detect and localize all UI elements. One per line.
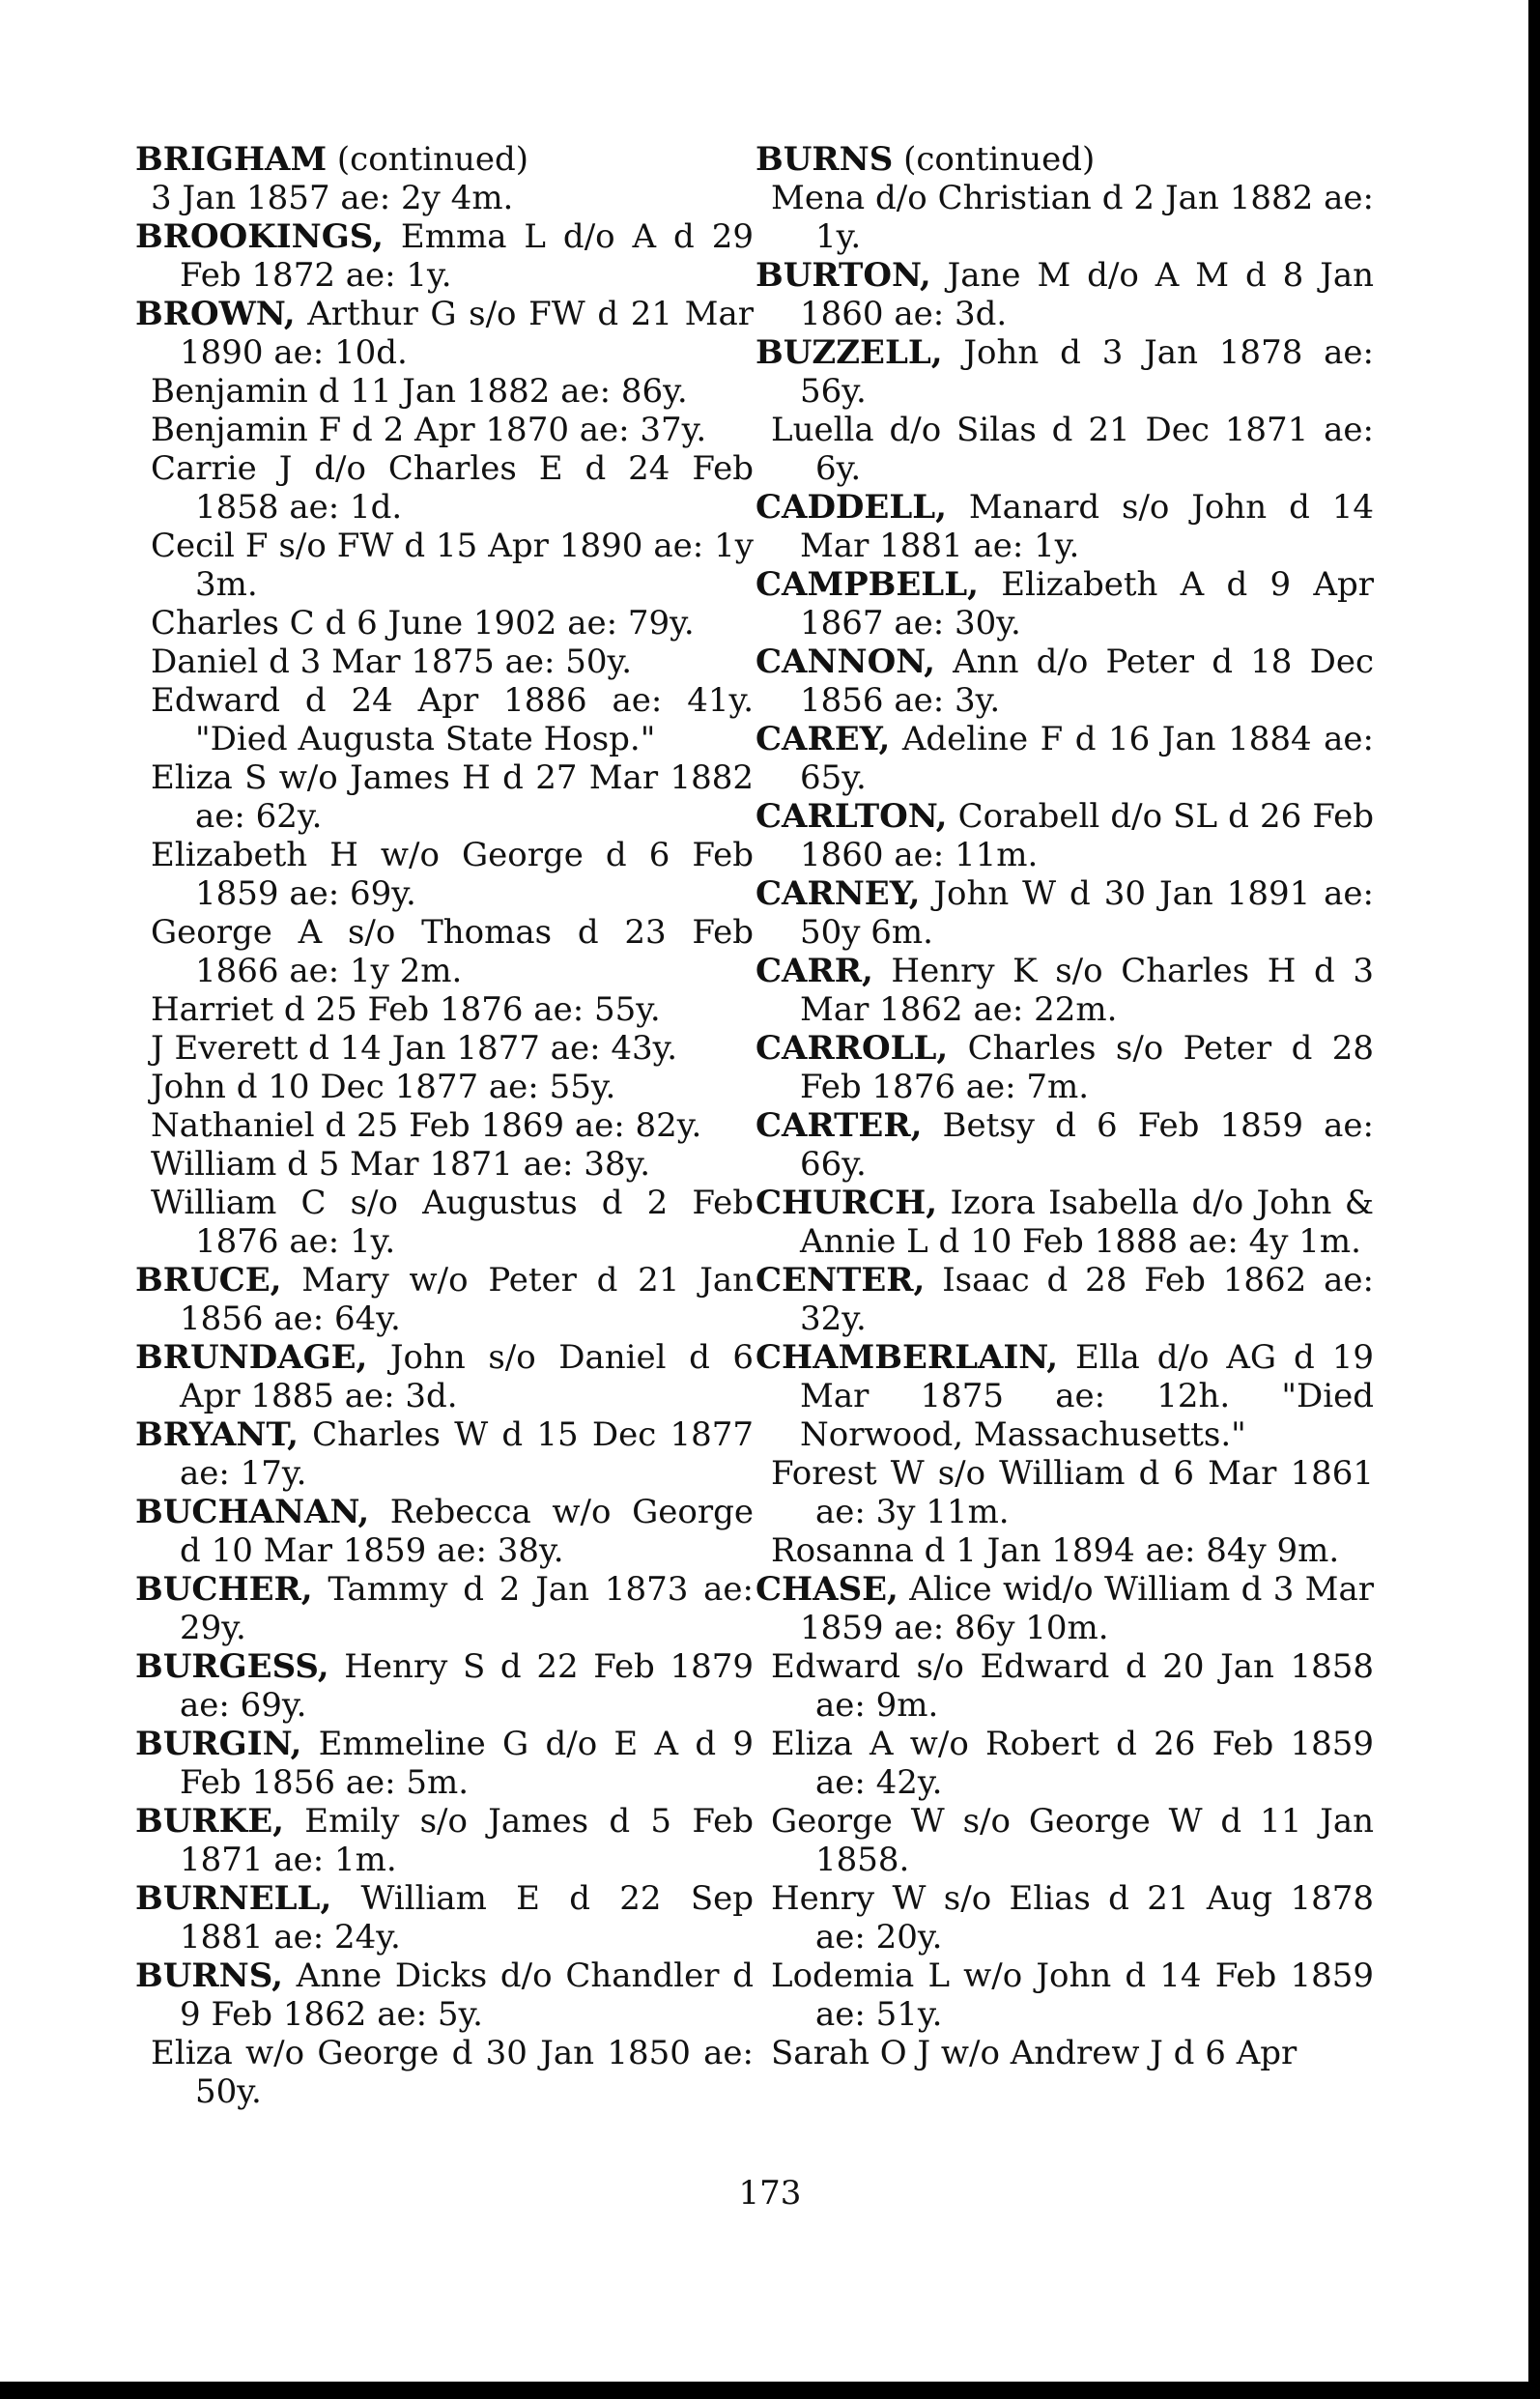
entry-text: Cecil F s/o FW d 15 Apr 1890 ae: 1y 3m. bbox=[151, 527, 754, 604]
sub-entry bbox=[771, 1647, 1374, 1725]
surname-entry bbox=[135, 1570, 754, 1647]
surname-entry bbox=[135, 1493, 754, 1570]
entry-text: Anne Dicks d/o Chandler d 9 Feb 1862 ae: 5y. bbox=[180, 1956, 754, 2034]
continued-heading bbox=[135, 140, 754, 179]
sub-entry bbox=[771, 1454, 1374, 1531]
entry-text: Carrie J d/o Charles E d 24 Feb 1858 ae: 1d. bbox=[151, 449, 754, 527]
entry-text: Elizabeth A d 9 Apr 1867 ae: 30y. bbox=[800, 565, 1374, 643]
surname-entry bbox=[756, 1570, 1374, 1647]
entry-text: Henry K s/o Charles H d 3 Mar 1862 ae: 22m. bbox=[800, 952, 1374, 1029]
surname: BRYANT, bbox=[135, 1415, 299, 1454]
sub-entry bbox=[771, 1879, 1374, 1956]
surname-entry bbox=[135, 1802, 754, 1879]
surname: CANNON, bbox=[756, 643, 935, 681]
surname-entry bbox=[756, 874, 1374, 952]
surname-entry bbox=[756, 643, 1374, 720]
surname-entry bbox=[135, 1261, 754, 1338]
entry-text: Nathaniel d 25 Feb 1869 ae: 82y. bbox=[151, 1106, 702, 1145]
surname-entry bbox=[135, 1956, 754, 2034]
entry-text: Benjamin d 11 Jan 1882 ae: 86y. bbox=[151, 372, 688, 411]
surname-entry bbox=[135, 217, 754, 295]
entry-text: Sarah O J w/o Andrew J d 6 Apr bbox=[771, 2034, 1298, 2072]
sub-entry bbox=[151, 179, 754, 217]
entry-text: Alice wid/o William d 3 Mar 1859 ae: 86y 10m. bbox=[800, 1570, 1374, 1647]
entry-text: Henry S d 22 Feb 1879 ae: 69y. bbox=[180, 1647, 754, 1725]
surname-entry bbox=[135, 1879, 754, 1956]
entry-text: Ella d/o AG d 19 Mar 1875 ae: 12h. "Died Norwood, Massachusetts." bbox=[800, 1338, 1374, 1454]
sub-entry bbox=[771, 1802, 1374, 1879]
entry-text: John d 3 Jan 1878 ae: 56y. bbox=[800, 333, 1374, 411]
surname: BURGESS, bbox=[135, 1647, 329, 1686]
page-number: 173 bbox=[738, 2174, 802, 2213]
surname: BROOKINGS, bbox=[135, 217, 384, 256]
sub-entry bbox=[151, 2034, 754, 2111]
entry-text: John s/o Daniel d 6 Apr 1885 ae: 3d. bbox=[180, 1338, 754, 1415]
sub-entry bbox=[151, 836, 754, 913]
entry-text: Jane M d/o A M d 8 Jan 1860 ae: 3d. bbox=[800, 256, 1374, 333]
entry-text: Elizabeth H w/o George d 6 Feb 1859 ae: 69y. bbox=[151, 836, 754, 913]
surname-entry bbox=[756, 1261, 1374, 1338]
sub-entry bbox=[151, 449, 754, 527]
entry-text: Manard s/o John d 14 Mar 1881 ae: 1y. bbox=[800, 488, 1374, 565]
entry-text: Eliza S w/o James H d 27 Mar 1882 ae: 62y. bbox=[151, 758, 754, 836]
surname-entry bbox=[135, 295, 754, 372]
entry-text: Edward d 24 Apr 1886 ae: 41y. "Died Augusta State Hosp." bbox=[151, 681, 754, 758]
continued-heading bbox=[756, 140, 1374, 179]
entry-text: Edward s/o Edward d 20 Jan 1858 ae: 9m. bbox=[771, 1647, 1374, 1725]
surname: BROWN, bbox=[135, 295, 296, 333]
right-column bbox=[756, 140, 1374, 2072]
surname-entry bbox=[756, 1338, 1374, 1454]
entry-text: Charles W d 15 Dec 1877 ae: 17y. bbox=[180, 1415, 754, 1493]
entry-text: George A s/o Thomas d 23 Feb 1866 ae: 1y 2m. bbox=[151, 913, 754, 990]
entry-text: William C s/o Augustus d 2 Feb 1876 ae: 1y. bbox=[151, 1184, 754, 1261]
entry-text: Emma L d/o A d 29 Feb 1872 ae: 1y. bbox=[180, 217, 754, 295]
entry-text: J Everett d 14 Jan 1877 ae: 43y. bbox=[151, 1029, 678, 1068]
sub-entry bbox=[771, 179, 1374, 256]
sub-entry bbox=[151, 527, 754, 604]
surname: CAREY, bbox=[756, 720, 891, 758]
entry-text: (continued) bbox=[327, 140, 529, 179]
entry-text: Betsy d 6 Feb 1859 ae: 66y. bbox=[800, 1106, 1374, 1184]
entry-text: Benjamin F d 2 Apr 1870 ae: 37y. bbox=[151, 411, 707, 449]
sub-entry bbox=[151, 1068, 754, 1106]
entry-text: Rebecca w/o George d 10 Mar 1859 ae: 38y. bbox=[180, 1493, 754, 1570]
sub-entry bbox=[771, 1531, 1374, 1570]
surname: BUCHANAN, bbox=[135, 1493, 370, 1531]
surname: BRUNDAGE, bbox=[135, 1338, 368, 1377]
sub-entry bbox=[771, 1725, 1374, 1802]
sub-entry bbox=[151, 990, 754, 1029]
surname-entry bbox=[756, 488, 1374, 565]
sub-entry bbox=[151, 411, 754, 449]
entry-text: Isaac d 28 Feb 1862 ae: 32y. bbox=[800, 1261, 1374, 1338]
entry-text: William d 5 Mar 1871 ae: 38y. bbox=[151, 1145, 651, 1184]
sub-entry bbox=[151, 1145, 754, 1184]
surname: BURNS, bbox=[135, 1956, 283, 1995]
surname: BUZZELL, bbox=[756, 333, 943, 372]
surname-entry bbox=[756, 565, 1374, 643]
sub-entry bbox=[771, 411, 1374, 488]
entry-text: Rosanna d 1 Jan 1894 ae: 84y 9m. bbox=[771, 1531, 1340, 1570]
entry-text: John W d 30 Jan 1891 ae: 50y 6m. bbox=[800, 874, 1374, 952]
entry-text: 3 Jan 1857 ae: 2y 4m. bbox=[151, 179, 514, 217]
surname: CHAMBERLAIN, bbox=[756, 1338, 1059, 1377]
surname-entry bbox=[756, 1029, 1374, 1106]
surname: CARLTON, bbox=[756, 797, 948, 836]
sub-entry bbox=[151, 643, 754, 681]
entry-text: Harriet d 25 Feb 1876 ae: 55y. bbox=[151, 990, 661, 1029]
entry-text: Charles C d 6 June 1902 ae: 79y. bbox=[151, 604, 695, 643]
sub-entry bbox=[151, 1029, 754, 1068]
scan-edge-right bbox=[1528, 0, 1540, 2399]
surname: CADDELL, bbox=[756, 488, 947, 527]
sub-entry bbox=[151, 913, 754, 990]
entry-text: Henry W s/o Elias d 21 Aug 1878 ae: 20y. bbox=[771, 1879, 1374, 1956]
surname-entry bbox=[135, 1647, 754, 1725]
surname: BURNS bbox=[756, 140, 894, 179]
sub-entry bbox=[151, 681, 754, 758]
surname: BURKE, bbox=[135, 1802, 284, 1841]
entry-text: John d 10 Dec 1877 ae: 55y. bbox=[151, 1068, 616, 1106]
entry-text: Adeline F d 16 Jan 1884 ae: 65y. bbox=[800, 720, 1374, 797]
sub-entry bbox=[151, 1184, 754, 1261]
surname-entry bbox=[756, 720, 1374, 797]
surname: BURGIN, bbox=[135, 1725, 302, 1763]
entry-text: George W s/o George W d 11 Jan 1858. bbox=[771, 1802, 1374, 1879]
surname: CARROLL, bbox=[756, 1029, 949, 1068]
sub-entry bbox=[151, 372, 754, 411]
surname: CHURCH, bbox=[756, 1184, 938, 1222]
entry-text: William E d 22 Sep 1881 ae: 24y. bbox=[180, 1879, 754, 1956]
surname: BRUCE, bbox=[135, 1261, 282, 1299]
surname: CARTER, bbox=[756, 1106, 923, 1145]
entry-text: Mena d/o Christian d 2 Jan 1882 ae: 1y. bbox=[771, 179, 1374, 256]
surname-entry bbox=[135, 1415, 754, 1493]
surname: BURTON, bbox=[756, 256, 931, 295]
sub-entry bbox=[151, 1106, 754, 1145]
entry-text: Arthur G s/o FW d 21 Mar 1890 ae: 10d. bbox=[180, 295, 754, 372]
surname: CHASE, bbox=[756, 1570, 898, 1609]
entry-text: Eliza w/o George d 30 Jan 1850 ae: 50y. bbox=[151, 2034, 754, 2111]
entry-text: Ann d/o Peter d 18 Dec 1856 ae: 3y. bbox=[800, 643, 1374, 720]
entry-text: (continued) bbox=[893, 140, 1096, 179]
scan-edge-bottom bbox=[0, 2382, 1540, 2399]
surname-entry bbox=[756, 256, 1374, 333]
surname: CAMPBELL, bbox=[756, 565, 979, 604]
surname-entry bbox=[756, 1184, 1374, 1261]
sub-entry bbox=[771, 1956, 1374, 2034]
entry-text: Charles s/o Peter d 28 Feb 1876 ae: 7m. bbox=[800, 1029, 1374, 1106]
surname: BUCHER, bbox=[135, 1570, 313, 1609]
surname-entry bbox=[756, 333, 1374, 411]
surname-entry bbox=[756, 1106, 1374, 1184]
entry-text: Lodemia L w/o John d 14 Feb 1859 ae: 51y. bbox=[771, 1956, 1374, 2034]
left-column bbox=[135, 140, 754, 2111]
surname: CARR, bbox=[756, 952, 873, 990]
surname: CENTER, bbox=[756, 1261, 926, 1299]
entry-text: Forest W s/o William d 6 Mar 1861 ae: 3y 11m. bbox=[771, 1454, 1374, 1531]
entry-text: Emily s/o James d 5 Feb 1871 ae: 1m. bbox=[180, 1802, 754, 1879]
surname: BURNELL, bbox=[135, 1879, 332, 1918]
sub-entry bbox=[771, 2034, 1374, 2072]
entry-text: Emmeline G d/o E A d 9 Feb 1856 ae: 5m. bbox=[180, 1725, 754, 1802]
surname-entry bbox=[756, 952, 1374, 1029]
surname-entry bbox=[135, 1725, 754, 1802]
surname-entry bbox=[135, 1338, 754, 1415]
entry-text: Izora Isabella d/o John & Annie L d 10 Feb 1888 ae: 4y 1m. bbox=[800, 1184, 1374, 1261]
surname: BRIGHAM bbox=[135, 140, 328, 179]
sub-entry bbox=[151, 604, 754, 643]
entry-text: Mary w/o Peter d 21 Jan 1856 ae: 64y. bbox=[180, 1261, 754, 1338]
entry-text: Corabell d/o SL d 26 Feb 1860 ae: 11m. bbox=[800, 797, 1374, 874]
surname: CARNEY, bbox=[756, 874, 921, 913]
entry-text: Eliza A w/o Robert d 26 Feb 1859 ae: 42y. bbox=[771, 1725, 1374, 1802]
entry-text: Daniel d 3 Mar 1875 ae: 50y. bbox=[151, 643, 633, 681]
surname-entry bbox=[756, 797, 1374, 874]
entry-text: Luella d/o Silas d 21 Dec 1871 ae: 6y. bbox=[771, 411, 1374, 488]
sub-entry bbox=[151, 758, 754, 836]
entry-text: Tammy d 2 Jan 1873 ae: 29y. bbox=[180, 1570, 754, 1647]
